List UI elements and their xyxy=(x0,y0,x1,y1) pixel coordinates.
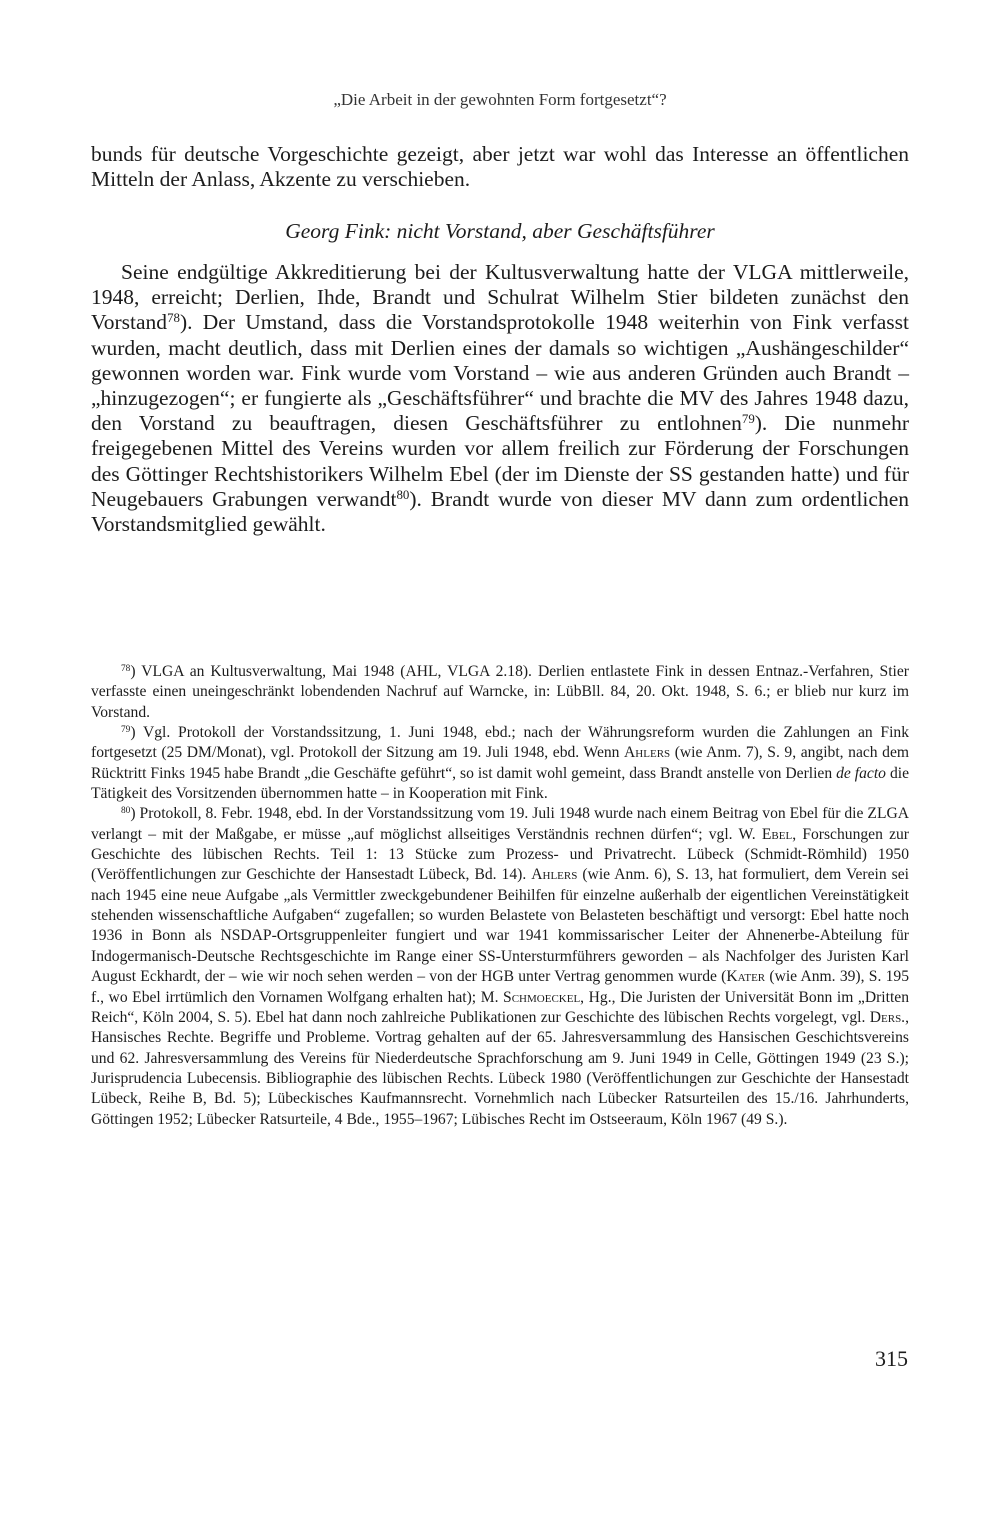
footnote-number: 80 xyxy=(121,806,131,817)
body-text-segment: ). Die nunmehr freigegebenen Mittel des Vereins wurden vor allem freilich zur Förderung der Forschungen des Göttinger Rechtshistorikers Wilhelm Ebel (der im Dienste der SS gestanden hatte) und für Neugebauers Grabungen verwandt xyxy=(91,411,909,511)
author-name: Ahlers xyxy=(531,866,578,884)
page-number: 315 xyxy=(875,1346,908,1371)
body-text-segment: Seine endgültige Akkreditierung bei der Kultusverwaltung hatte der VLGA mittlerweile, 1948, erreicht; Derlien, Ihde, Brandt und Schulrat Wilhelm Stier bildeten zunächst den Vorstand xyxy=(91,260,909,335)
running-header: „Die Arbeit in der gewohnten Form fortgesetzt“? xyxy=(333,90,667,109)
footnote-text: (wie Anm. 7), S. 9, angibt, nach dem Rücktritt Finks 1945 habe Brandt „die Geschäfte geführt“, so ist damit wohl gemeint, dass Brandt anstelle von Derlien xyxy=(91,744,910,782)
footnote-79 xyxy=(91,723,909,804)
body-paragraph xyxy=(91,260,909,537)
footnote-number: 79 xyxy=(121,724,131,735)
author-name: Kater xyxy=(726,968,766,986)
footnote-text: (wie Anm. 6), S. 13, hat formuliert, dem Verein sei nach 1945 eine neue Aufgabe „als Vermittler zweckgebundener Beihilfen für einzelne außerhalb der eigentlichen Vereinstätigkeit stehenden wissenschaftliche Aufgaben“ zugefallen; so wurden Belastete von Belasteten beschäftigt und versorgt: Ebel hatte noch 1936 in Bonn als NSDAP-Ortsgruppenleiter fungiert und war 1941 kommissarischer Leiter der Ahnenerbe-Abteilung für Indogermanisch-Deutsche Rechtsgeschichte im Range einer SS-Untersturmführers geworden – als Nachfolger des Juristen Karl August Eckhardt, der – wie wir noch sehen werden – von der HGB unter Vertrag genommen wurde ( xyxy=(91,866,909,986)
footnotes xyxy=(91,662,909,1130)
footnote-text: , Hansisches Rechte. Begriffe und Probleme. Vortrag gehalten auf der 65. Jahresversammlung des Hansischen Geschichtsvereins und 62. Jahresversammlung des Vereins für Niederdeutsche Sprachforschung am 9. Juni 1949 in Celle, Göttingen 1949 (23 S.); Jurisprudencia Lubecensis. Bibliographie des lübischen Rechts. Lübeck 1980 (Veröffentlichungen zur Geschichte der Hansestadt Lübeck, Reihe B, Bd. 5); Lübeckisches Kaufmannsrecht. Vornehmlich nach Lübecker Ratsurteilen des 15./16. Jahrhunderts, Göttingen 1952; Lübecker Ratsurteile, 4 Bde., 1955–1967; Lübisches Recht im Ostseeraum, Köln 1967 (49 S.). xyxy=(91,1008,909,1128)
footnote-78 xyxy=(91,662,909,723)
body-paragraph-text xyxy=(91,260,909,537)
author-name: Schmoeckel xyxy=(503,988,581,1006)
footnote-ref-78: 78 xyxy=(167,311,180,326)
author-name: Ahlers xyxy=(624,744,671,762)
section-heading: Georg Fink: nicht Vorstand, aber Geschäftsführer xyxy=(285,219,715,243)
footnote-ref-79: 79 xyxy=(741,412,755,427)
footnote-text: ) VLGA an Kultusverwaltung, Mai 1948 (AHL, VLGA 2.18). Derlien entlastete Fink in dessen Entnaz.-Verfahren, Stier verfasste einen uneingeschränkt lobendenden Nachruf auf Warncke, in: LübBll. 84, 20. Okt. 1948, S. 6.; er blieb nur kurz im Vorstand. xyxy=(91,663,909,721)
footnote-ref-80: 80 xyxy=(396,487,410,502)
footnote-text: die Tätigkeit des Vorsitzenden übernommen hatte – in Kooperation mit Fink. xyxy=(91,764,909,803)
continued-paragraph-text: bunds für deutsche Vorgeschichte gezeigt, aber jetzt war wohl das Interesse an öffentlichen Mitteln der Anlass, Akzente zu verschieben. xyxy=(91,142,909,192)
footnote-text: ) Vgl. Protokoll der Vorstandssitzung, 1. Juni 1948, ebd.; nach der Währungsreform wurden die Zahlungen an Fink fortgesetzt (25 DM/Monat), vgl. Protokoll der Sitzung am 19. Juli 1948, ebd. Wenn xyxy=(91,724,909,762)
footnote-text: , Forschungen zur Geschichte des lübischen Rechts. Teil 1: 13 Stücke zum Prozess- und Privatrecht. Lübeck (Schmidt-Römhild) 1950 (Veröffentlichungen zur Geschichte der Hansestadt Lübeck, Bd. 14). xyxy=(91,825,909,884)
body-text-segment: ). Brandt wurde von dieser MV dann zum ordentlichen Vorstandsmitglied gewählt. xyxy=(91,486,909,537)
footnote-number: 78 xyxy=(121,663,131,674)
footnote-text: , Hg., Die Juristen der Universität Bonn im „Dritten Reich“, Köln 2004, S. 5). Ebel hat dann noch zahlreiche Publikationen zur Geschichte des lübischen Rechts vorgelegt, vgl. xyxy=(91,988,910,1026)
author-name: Ders. xyxy=(869,1008,906,1026)
footnote-80 xyxy=(91,804,909,1130)
body-text-segment: ). Der Umstand, dass die Vorstandsprotokolle 1948 weiterhin von Fink verfasst wurden, macht deutlich, dass mit Derlien eines der damals so wichtigen „Aushängeschilder“ gewonnen worden war. Fink wurde vom Vorstand – wie aus anderen Gründen auch Brandt – „hinzugezogen“; er fungierte als „Geschäftsführer“ und brachte die MV des Jahres 1948 dazu, den Vorstand zu beauftragen, diesen Geschäftsführer zu entlohnen xyxy=(91,310,909,436)
footnote-text: ) Protokoll, 8. Febr. 1948, ebd. In der Vorstandssitzung vom 19. Juli 1948 wurde nach einem Beitrag von Ebel für die ZLGA verlangt – mit der Maßgabe, er müsse „auf möglichst allseitiges Verständnis rechnen dürfen“; vgl. W. xyxy=(91,805,909,843)
footnote-text: (wie Anm. 39), S. 195 f., wo Ebel irrtümlich den Vornamen Wolfgang erhalten hat); M. xyxy=(91,968,909,1006)
author-name: Ebel xyxy=(761,825,793,843)
italic-term: de facto xyxy=(836,764,886,782)
continued-paragraph xyxy=(91,142,909,192)
